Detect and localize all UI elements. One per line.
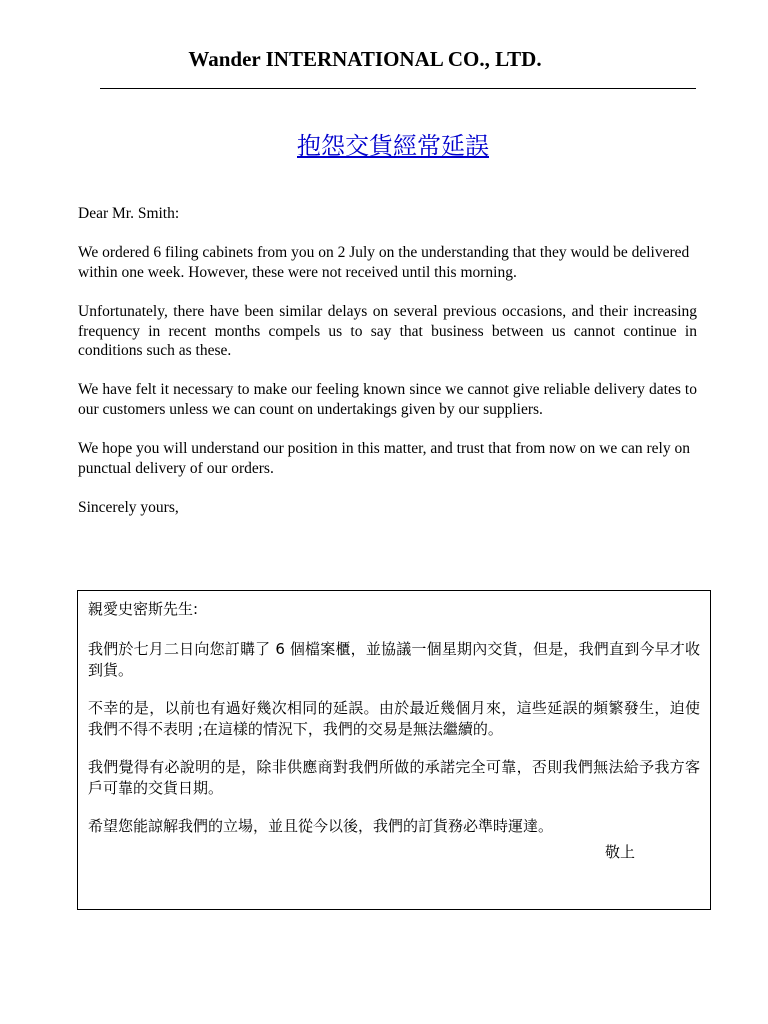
chinese-paragraph-1: 我們於七月二日向您訂購了 6 個檔案櫃，並協議一個星期內交貨，但是，我們直到今早才收到貨。 — [88, 640, 700, 679]
chinese-paragraph-2: 不幸的是，以前也有過好幾次相同的延誤。由於最近幾個月來，這些延誤的頻繁發生，迫使我們不得不表明 ;在這樣的情況下，我們的交易是無法繼續的。 — [88, 699, 700, 738]
english-salutation: Dear Mr. Smith: — [78, 205, 180, 222]
english-paragraph-1: We ordered 6 filing cabinets from you on 2 July on the understanding that they would be delivered within one week. However, these were not received until this morning. — [78, 244, 690, 281]
subject-title[interactable]: 抱怨交貨經常延誤 — [297, 132, 489, 160]
chinese-paragraph-3: 我們覺得有必說明的是，除非供應商對我們所做的承諾完全可靠，否則我們無法給予我方客戶可靠的交貨日期。 — [88, 758, 700, 797]
chinese-salutation: 親愛史密斯先生: — [88, 600, 199, 618]
english-paragraph-2: Unfortunately, there have been similar delays on several previous occasions, and their increasing frequency in recent months compels us to say that business between us cannot continue in conditions such as these. — [78, 302, 697, 360]
english-paragraph-4: We hope you will understand our position in this matter, and trust that from now on we can rely on punctual delivery of our orders. — [78, 440, 690, 477]
company-name: Wander INTERNATIONAL CO., LTD. — [188, 47, 542, 71]
chinese-translation-box — [77, 590, 711, 910]
english-paragraph-3: We have felt it necessary to make our feeling known since we cannot give reliable delivery dates to our customers unless we can count on undertakings given by our suppliers. — [78, 381, 697, 418]
english-letter-body — [78, 204, 697, 537]
letterhead-divider — [100, 88, 696, 89]
chinese-paragraph-4: 希望您能諒解我們的立場，並且從今以後，我們的訂貨務必準時運達。 — [88, 817, 554, 835]
chinese-closing: 敬上 — [604, 843, 635, 861]
english-closing: Sincerely yours, — [78, 498, 179, 516]
